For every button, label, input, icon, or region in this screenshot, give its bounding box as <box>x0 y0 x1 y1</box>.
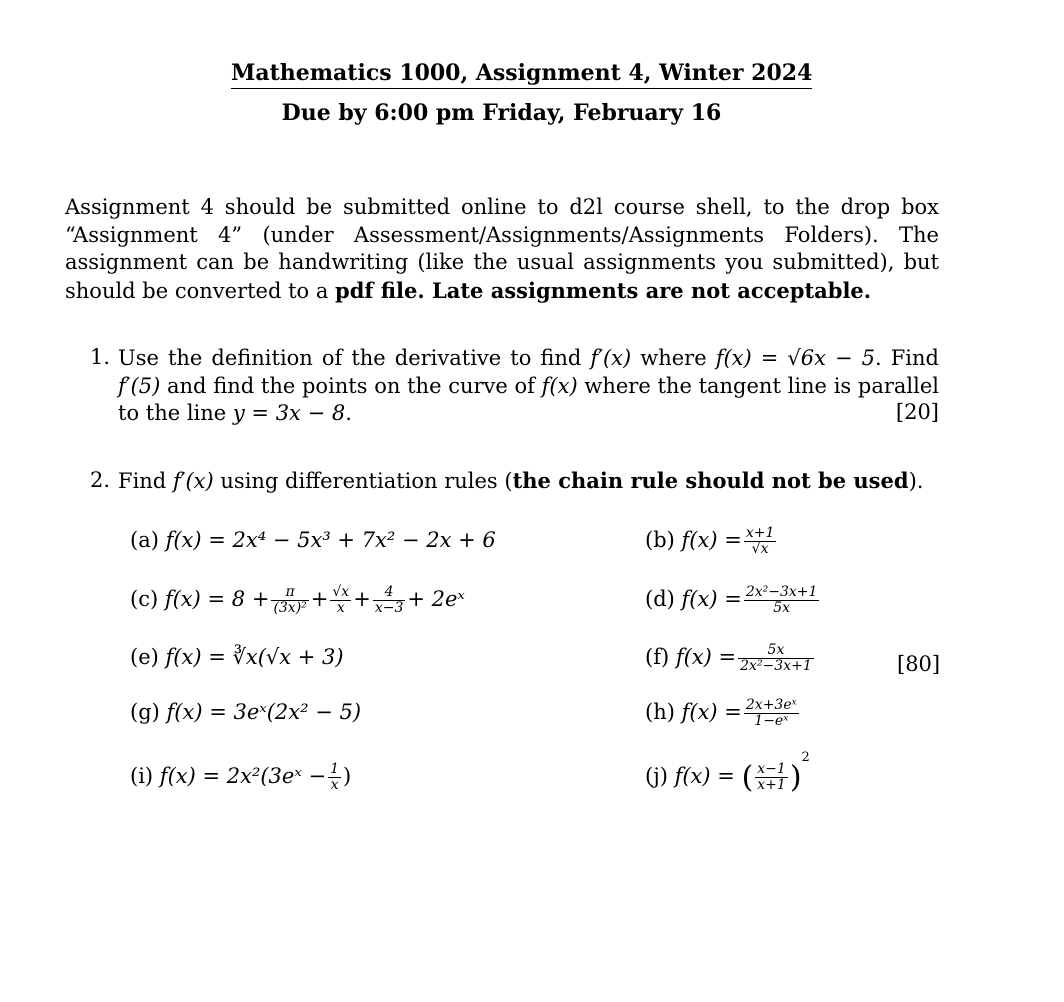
question-1-text <box>118 345 939 428</box>
part-a-expression: f(x) = 2x⁴ − 5x³ + 7x² − 2x + 6 <box>165 528 496 552</box>
part-f-lhs: f(x) = <box>675 645 737 669</box>
part-c-plus-2: + <box>353 587 371 611</box>
part-f-numerator: 5x <box>738 643 814 659</box>
part-c-f3-numerator: 4 <box>373 585 406 601</box>
part-f <box>645 643 816 674</box>
part-c-label: (c) <box>130 587 159 611</box>
q1-text-b: where <box>631 346 716 370</box>
page-title: Mathematics 1000, Assignment 4, Winter 2024 <box>231 60 812 89</box>
part-j-close-paren: ) <box>789 760 802 795</box>
q1-fx: f(x) <box>541 373 578 398</box>
part-i-tail: ) <box>343 764 352 788</box>
part-d-numerator: 2x²−3x+1 <box>745 584 818 600</box>
part-i-denominator: x <box>330 777 339 793</box>
instructions-paragraph <box>65 194 939 305</box>
part-h <box>645 698 801 729</box>
part-i-fraction <box>328 762 341 793</box>
part-c-fraction-1 <box>271 585 308 616</box>
question-2-points: [80] <box>897 652 941 676</box>
part-b-fraction <box>744 526 777 557</box>
part-c-lhs: f(x) = 8 + <box>164 587 270 611</box>
part-h-label: (h) <box>645 700 675 724</box>
part-c <box>130 585 465 616</box>
question-1-points: [20] <box>895 400 939 424</box>
part-h-denominator: 1−eˣ <box>754 713 789 729</box>
question-2-number: 2. <box>90 468 111 492</box>
part-j-denominator: x+1 <box>757 777 786 793</box>
part-g-label: (g) <box>130 700 160 724</box>
part-d-lhs: f(x) = <box>681 587 742 611</box>
part-j-numerator: x−1 <box>757 761 786 777</box>
q2-text-c: ). <box>908 469 924 493</box>
part-c-f1-numerator: π <box>271 585 308 601</box>
q2-bold-text: the chain rule should not be used <box>512 468 909 493</box>
part-a-label: (a) <box>130 528 159 552</box>
part-j-open-paren: ( <box>741 760 754 795</box>
q2-text-b: using differentiation rules ( <box>213 469 513 493</box>
part-i-label: (i) <box>130 764 154 788</box>
q1-function: f(x) = √6x − 5 <box>715 346 876 370</box>
part-j-exponent: 2 <box>801 750 810 765</box>
part-c-tail: + 2eˣ <box>407 587 465 611</box>
part-c-f2-numerator: √x <box>332 584 350 600</box>
part-h-numerator: 2x+3eˣ <box>745 697 797 713</box>
question-1-number: 1. <box>90 345 111 369</box>
question-2-text <box>118 468 923 493</box>
part-g-expression: f(x) = 3eˣ(2x² − 5) <box>166 700 362 724</box>
q1-text-d: and find the points on the curve of <box>160 373 542 398</box>
part-i-numerator: 1 <box>330 761 339 777</box>
part-g <box>130 700 361 724</box>
part-f-denominator: 2x²−3x+1 <box>740 658 812 674</box>
q1-text-a: Use the definition of the derivative to find <box>118 346 591 370</box>
part-d-fraction <box>744 585 820 616</box>
part-a <box>130 528 496 552</box>
q1-text-f: . <box>345 401 352 425</box>
part-c-f3-denominator: x−3 <box>374 600 404 616</box>
part-h-fraction <box>744 698 799 729</box>
instructions-bold-text: pdf file. Late assignments are not acceptable. <box>335 277 872 303</box>
q2-text-a: Find <box>118 469 173 493</box>
part-i <box>130 762 351 793</box>
part-d <box>645 585 821 616</box>
part-b-lhs: f(x) = <box>681 528 742 552</box>
part-f-label: (f) <box>645 645 670 669</box>
part-b-label: (b) <box>645 528 675 552</box>
part-c-f2-denominator: x <box>336 600 345 616</box>
part-b-numerator: x+1 <box>745 525 775 541</box>
part-d-denominator: 5x <box>773 600 791 616</box>
part-e <box>130 645 344 669</box>
part-f-fraction <box>738 643 814 674</box>
part-i-lhs: f(x) = 2x²(3eˣ − <box>159 764 327 788</box>
part-c-fraction-3 <box>373 585 406 616</box>
part-e-label: (e) <box>130 645 159 669</box>
part-j-fraction <box>755 762 788 793</box>
q1-text-c: . Find <box>875 346 939 370</box>
part-h-lhs: f(x) = <box>681 700 742 724</box>
q1-text-e: where the tangent line is parallel to the line <box>118 373 939 425</box>
q1-fprime-5: f′(5) <box>118 373 161 398</box>
part-j-lhs: f(x) = <box>674 764 735 788</box>
part-j-label: (j) <box>645 764 668 788</box>
instructions-text: Assignment 4 should be submitted online to d2l course shell, to the drop box “Assignment 4” (under Assessment/Assignments/Assignments Folders). The assignment can be handwriting (like the usual assignments you submitted), but should be converted to a <box>65 195 939 303</box>
q2-fprime-x: f′(x) <box>172 469 214 493</box>
q1-fprime-x: f′(x) <box>590 346 632 370</box>
part-c-f1-denominator: (3x)² <box>273 600 307 616</box>
part-d-label: (d) <box>645 587 675 611</box>
q1-line-equation: y = 3x − 8 <box>232 401 346 425</box>
part-b-denominator: √x <box>751 541 769 557</box>
part-b <box>645 526 778 557</box>
part-c-plus-1: + <box>310 587 329 611</box>
part-c-fraction-2 <box>330 585 351 616</box>
due-date: Due by 6:00 pm Friday, February 16 <box>281 100 722 126</box>
part-j <box>645 750 810 795</box>
part-e-expression: f(x) = ∛x(√x + 3) <box>165 645 344 669</box>
